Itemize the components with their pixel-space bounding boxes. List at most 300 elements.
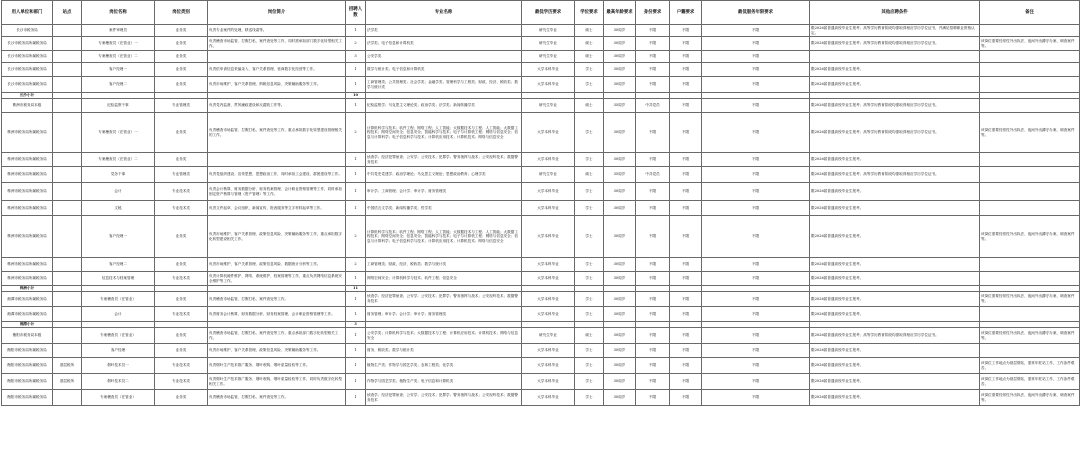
education-cell: 研究生毕业 xyxy=(522,25,575,37)
remarks-cell: 该岗位需要经常性外出执法、夜间外出蹲守办案、调查案件等。 xyxy=(980,37,1080,51)
table-row xyxy=(2,63,1080,77)
site-cell xyxy=(53,51,82,63)
service-years-cell: 不限 xyxy=(702,63,810,77)
position-cell: 会计 xyxy=(82,307,155,322)
degree-cell: 硕士 xyxy=(575,99,604,113)
remarks-cell xyxy=(980,307,1080,322)
household-cell: 不限 xyxy=(670,258,702,272)
household-cell: 不限 xyxy=(670,113,702,153)
major-cell: 法学类；电子信息和计算机类 xyxy=(366,37,522,51)
major-cell: 作物学与园艺学类；植物生产类；电子信息和计算机类 xyxy=(366,374,522,390)
age-cell: 30周岁 xyxy=(604,63,636,77)
degree-cell: 硕士 xyxy=(575,25,604,37)
site-cell xyxy=(53,328,82,344)
remarks-cell: 该岗位需要经常性外出执法、夜间外出蹲守办案、调查案件等。 xyxy=(980,113,1080,153)
major-cell: 侦查学；经济犯罪侦查；公安学；公安技术；犯罪学；警务指挥与战术；公安视听技术；数据警务技术 xyxy=(366,292,522,307)
degree-cell: 学士 xyxy=(575,258,604,272)
degree-cell: 学士 xyxy=(575,390,604,406)
intro-cell: 负责会计核算、财务数据分析、财务档案管理、会计职业资格管理等工作，同时承担固定资产核算与管理（资产管理）等工作。 xyxy=(208,183,346,201)
major-cell: 中国语言文学类；新闻传播学类；哲学类 xyxy=(366,201,522,216)
site-cell xyxy=(53,77,82,93)
identity-cell: 不限 xyxy=(636,113,670,153)
service-years-cell: 不限 xyxy=(702,25,810,37)
category-cell: 业务类 xyxy=(155,37,208,51)
header-cell: 身份要求 xyxy=(636,1,670,25)
identity-cell: 不限 xyxy=(636,292,670,307)
header-cell: 户籍要求 xyxy=(670,1,702,25)
position-cell: 客户经理二 xyxy=(82,258,155,272)
other-conditions-cell: 限2026届普通高校毕业生报考。 xyxy=(810,258,980,272)
intro-cell: 负责稽查市场监管、打假打私、案件查处等工作，同时需承担部门数字化转型相关工作。 xyxy=(208,37,346,51)
dept-cell: 株洲小计 xyxy=(2,286,53,292)
category-cell: 业务类 xyxy=(155,390,208,406)
identity-cell: 不限 xyxy=(636,390,670,406)
position-cell: 专案稽查员（在管业）一 xyxy=(82,113,155,153)
site-cell xyxy=(53,201,82,216)
degree-cell: 硕士 xyxy=(575,167,604,183)
count-cell: 1 xyxy=(346,153,366,167)
table-row xyxy=(2,292,1080,307)
identity-cell: 不限 xyxy=(636,216,670,258)
count-cell: 10 xyxy=(346,93,366,99)
remarks-cell xyxy=(980,344,1080,358)
major-cell: 数学与统计类；电子信息和计算机类 xyxy=(366,63,522,77)
position-cell: 专案稽查员（在管业）二 xyxy=(82,153,155,167)
table-row xyxy=(2,51,1080,63)
category-cell: 业务类 xyxy=(155,51,208,63)
degree-cell: 学士 xyxy=(575,113,604,153)
age-cell: 30周岁 xyxy=(604,272,636,286)
count-cell: 1 xyxy=(346,272,366,286)
age-cell: 30周岁 xyxy=(604,37,636,51)
other-conditions-cell: 限2026届普通高校毕业生报考；高等学历教育阶段均需取得相应学历学位证书。 xyxy=(810,113,980,153)
position-cell: 烟叶技术员一 xyxy=(82,358,155,374)
age-cell: 30周岁 xyxy=(604,201,636,216)
household-cell: 不限 xyxy=(670,51,702,63)
degree-cell: 学士 xyxy=(575,183,604,201)
dept-cell: 衡阳市税务局所属税务局 xyxy=(2,344,53,358)
dept-cell: 长沙小计 xyxy=(2,93,53,99)
education-cell: 大学本科毕业 xyxy=(522,153,575,167)
major-cell: 植物生产类；作物学与园艺学类；农林工程类；化学类 xyxy=(366,358,522,374)
intro-cell: 负责专业案件的处理，移送线索等。 xyxy=(208,25,346,37)
site-cell xyxy=(53,113,82,153)
other-conditions-cell: 限2026届普通高校毕业生报考；高等学历教育阶段均需取得相应学历学位证书。 xyxy=(810,37,980,51)
count-cell: 2 xyxy=(346,113,366,153)
identity-cell: 不限 xyxy=(636,25,670,37)
intro-cell: 负责计算机硬件维护、网络、系统维护、档案管理等工作，重点负责网络信息系统安全维护等工作。 xyxy=(208,272,346,286)
site-cell xyxy=(53,307,82,322)
table-row xyxy=(2,201,1080,216)
recruitment-table xyxy=(1,0,1080,406)
count-cell: 1 xyxy=(346,344,366,358)
degree-cell: 学士 xyxy=(575,344,604,358)
header-cell: 专业名称 xyxy=(366,1,522,25)
age-cell: 35周岁 xyxy=(604,167,636,183)
service-years-cell: 不限 xyxy=(702,99,810,113)
count-cell: 1 xyxy=(346,201,366,216)
age-cell: 30周岁 xyxy=(604,51,636,63)
count-cell: 1 xyxy=(346,25,366,37)
position-cell: 纪检监察干事 xyxy=(82,99,155,113)
intro-cell: 负责市场维护、客户关系管理、纳税信息风险、决策辅助服务等工作。 xyxy=(208,77,346,93)
other-conditions-cell: 限2026届普通高校毕业生报考。 xyxy=(810,272,980,286)
remarks-cell xyxy=(980,77,1080,93)
major-cell: 财务管理；审计学；会计学；审计学；财务管理类 xyxy=(366,307,522,322)
dept-cell: 长沙市税务局 xyxy=(2,25,53,37)
service-years-cell: 不限 xyxy=(702,77,810,93)
age-cell: 30周岁 xyxy=(604,374,636,390)
other-conditions-cell: 限2026届普通高校毕业生报考。 xyxy=(810,292,980,307)
major-cell: 工商管理类；财政、经济、税收类；数学与统计类 xyxy=(366,258,522,272)
site-cell xyxy=(53,272,82,286)
intro-cell: 负责稽查市场监管、打假打私、案件查处等工作。 xyxy=(208,390,346,406)
major-cell: 网络空间安全；计算机科学与技术；软件工程；信息安全 xyxy=(366,272,522,286)
education-cell: 大学本科毕业 xyxy=(522,113,575,153)
dept-cell: 衡阳市税务局所属税务局 xyxy=(2,374,53,390)
position-cell: 案件审理员 xyxy=(82,25,155,37)
category-cell: 业务类 xyxy=(155,328,208,344)
service-years-cell: 不限 xyxy=(702,113,810,153)
position-cell: 烟叶技术员二 xyxy=(82,374,155,390)
header-cell: 学位要求 xyxy=(575,1,604,25)
household-cell: 不限 xyxy=(670,37,702,51)
other-conditions-cell: 限2026届普通高校毕业生报考。 xyxy=(810,63,980,77)
education-cell: 大学本科毕业 xyxy=(522,63,575,77)
major-cell: 法学类 xyxy=(366,25,522,37)
dept-cell: 株洲市税务局所属税务局 xyxy=(2,183,53,201)
table-row xyxy=(2,258,1080,272)
other-conditions-cell: 限2026届普通高校毕业生报考。 xyxy=(810,358,980,374)
dept-cell: 株洲市税务局所属税务局 xyxy=(2,201,53,216)
service-years-cell: 不限 xyxy=(702,216,810,258)
count-cell: 1 xyxy=(346,374,366,390)
count-cell: 1 xyxy=(346,99,366,113)
identity-cell: 不限 xyxy=(636,183,670,201)
other-conditions-cell: 限2026届普通高校毕业生报考。 xyxy=(810,201,980,216)
intro-cell xyxy=(208,51,346,63)
age-cell: 30周岁 xyxy=(604,77,636,93)
count-cell: 1 xyxy=(346,358,366,374)
position-cell: 党务干事 xyxy=(82,167,155,183)
education-cell: 大学本科毕业 xyxy=(522,258,575,272)
dept-cell: 株洲市税务局本级 xyxy=(2,99,53,113)
education-cell: 大学本科毕业 xyxy=(522,292,575,307)
position-cell: 专案稽查员（在管业）二 xyxy=(82,51,155,63)
intro-cell: 负责烟叶生产技术推广服务、烟叶收购、烟叶质量检验等工作，同时负责数字化转型相关工作。 xyxy=(208,374,346,390)
household-cell: 不限 xyxy=(670,328,702,344)
table-row xyxy=(2,113,1080,153)
remarks-cell xyxy=(980,51,1080,63)
dept-cell: 株洲市税务局所属税务局 xyxy=(2,258,53,272)
major-cell: 审计学；工商管理；会计学；审计学；财务管理类 xyxy=(366,183,522,201)
count-cell: 3 xyxy=(346,322,366,328)
remarks-cell xyxy=(980,25,1080,37)
remarks-cell xyxy=(980,201,1080,216)
household-cell: 不限 xyxy=(670,344,702,358)
degree-cell: 硕士 xyxy=(575,328,604,344)
age-cell: 30周岁 xyxy=(604,258,636,272)
position-cell: 专案稽查员（在管业） xyxy=(82,328,155,344)
degree-cell: 学士 xyxy=(575,63,604,77)
service-years-cell: 不限 xyxy=(702,167,810,183)
header-cell: 最低服务年限要求 xyxy=(702,1,810,25)
intro-cell: 负责党内监督、贯风廉政建设和反腐败工作等。 xyxy=(208,99,346,113)
education-cell: 大学本科毕业 xyxy=(522,374,575,390)
table-row xyxy=(2,167,1080,183)
education-cell: 大学本科毕业 xyxy=(522,216,575,258)
age-cell: 30周岁 xyxy=(604,25,636,37)
service-years-cell: 不限 xyxy=(702,328,810,344)
major-cell: 计算机科学与技术；软件工程；网络工程；人工智能；大数据技术与工程；人工智能；大数据工程技术；网络空间安全；信息安全；智能科学与技术；电子与计算机工程；网络与信息安全；信息与计算科学；电子信息科学与技术；计算机应用技术；计算机技术；网络与信息安全 xyxy=(366,113,522,153)
category-cell: 业务类 xyxy=(155,77,208,93)
dept-cell: 长沙市税务局所属税务局 xyxy=(2,37,53,51)
other-conditions-cell: 限2026届普通高校毕业生报考。 xyxy=(810,183,980,201)
service-years-cell: 不限 xyxy=(702,183,810,201)
education-cell: 研究生毕业 xyxy=(522,51,575,63)
count-cell: 1 xyxy=(346,307,366,322)
dept-cell: 湘潭市税务局所属税务局 xyxy=(2,292,53,307)
service-years-cell: 不限 xyxy=(702,344,810,358)
header-cell: 备注 xyxy=(980,1,1080,25)
category-cell: 业务类 xyxy=(155,258,208,272)
remarks-cell: 该岗位工作地点为基层烟站，需常年驻站工作，工作条件艰苦。 xyxy=(980,374,1080,390)
position-cell: 会计 xyxy=(82,183,155,201)
category-cell: 专业技术类 xyxy=(155,358,208,374)
site-cell xyxy=(53,344,82,358)
category-cell: 业务类 xyxy=(155,153,208,167)
education-cell: 研究生毕业 xyxy=(522,99,575,113)
table-row xyxy=(2,358,1080,374)
major-cell: 侦查学；经济犯罪侦查；公安学；公安技术；犯罪学；警务指挥与战术；公安视听技术；数据警务技术 xyxy=(366,153,522,167)
degree-cell: 学士 xyxy=(575,307,604,322)
age-cell: 30周岁 xyxy=(604,307,636,322)
count-cell: 2 xyxy=(346,37,366,51)
header-cell: 最低学历要求 xyxy=(522,1,575,25)
age-cell: 30周岁 xyxy=(604,292,636,307)
site-cell xyxy=(53,63,82,77)
other-conditions-cell: 限2026届普通高校毕业生报考。 xyxy=(810,344,980,358)
position-cell: 信息技术与档案管理 xyxy=(82,272,155,286)
other-conditions-cell xyxy=(810,51,980,63)
dept-cell: 长沙市税务局所属税务局 xyxy=(2,63,53,77)
age-cell: 30周岁 xyxy=(604,216,636,258)
table-row xyxy=(2,37,1080,51)
identity-cell: 不限 xyxy=(636,77,670,93)
table-row xyxy=(2,374,1080,390)
service-years-cell: 不限 xyxy=(702,201,810,216)
header-cell: 其他应聘条件 xyxy=(810,1,980,25)
identity-cell: 不限 xyxy=(636,63,670,77)
household-cell: 不限 xyxy=(670,77,702,93)
education-cell: 大学本科毕业 xyxy=(522,307,575,322)
header-cell: 岗位简介 xyxy=(208,1,346,25)
age-cell: 30周岁 xyxy=(604,113,636,153)
table-row xyxy=(2,328,1080,344)
count-cell: 1 xyxy=(346,63,366,77)
remarks-cell: 该岗位需要经常性外出执法、夜间外出蹲守办案、调查案件等。 xyxy=(980,390,1080,406)
table-row xyxy=(2,183,1080,201)
identity-cell: 不限 xyxy=(636,258,670,272)
identity-cell: 不限 xyxy=(636,307,670,322)
count-cell: 2 xyxy=(346,258,366,272)
household-cell: 不限 xyxy=(670,358,702,374)
site-cell xyxy=(53,390,82,406)
header-cell: 最高年龄要求 xyxy=(604,1,636,25)
service-years-cell: 不限 xyxy=(702,51,810,63)
education-cell: 大学本科毕业 xyxy=(522,183,575,201)
count-cell: 1 xyxy=(346,77,366,93)
category-cell: 专业技术类 xyxy=(155,374,208,390)
intro-cell: 负责依申请信息采编录入、客户关系管理、营商数字化经营等工作。 xyxy=(208,63,346,77)
household-cell: 不限 xyxy=(670,272,702,286)
table-row xyxy=(2,307,1080,322)
dept-cell: 株洲市税务局所属税务局 xyxy=(2,272,53,286)
site-cell xyxy=(53,37,82,51)
household-cell: 不限 xyxy=(670,153,702,167)
position-cell: 专案稽查员（在管业）一 xyxy=(82,37,155,51)
major-cell: 纪检监察学；马克思主义理论类；政治学类；法学类；新闻传播学类 xyxy=(366,99,522,113)
major-cell: 中共党史党建学；政治学理论；马克思主义理论；思想政治教育；心理学类 xyxy=(366,167,522,183)
intro-cell: 负责党组织建设、宣传思想、思想政治工作，同时承担工会建设、群团建设等工作。 xyxy=(208,167,346,183)
site-cell xyxy=(53,25,82,37)
identity-cell: 不限 xyxy=(636,201,670,216)
degree-cell: 学士 xyxy=(575,358,604,374)
service-years-cell: 不限 xyxy=(702,374,810,390)
education-cell: 研究生毕业 xyxy=(522,167,575,183)
dept-cell: 株洲市税务局所属税务局 xyxy=(2,216,53,258)
count-cell: 3 xyxy=(346,51,366,63)
major-cell: 计算机科学与技术；软件工程；网络工程；人工智能；大数据技术与工程；人工智能；大数据工程技术；网络空间安全；信息安全；智能科学与技术；电子与计算机工程；网络与信息安全；信息与计算科学；电子信息科学与技术；计算机应用技术；计算机技术；网络与信息安全 xyxy=(366,216,522,258)
degree-cell: 学士 xyxy=(575,374,604,390)
age-cell: 30周岁 xyxy=(604,358,636,374)
household-cell: 不限 xyxy=(670,307,702,322)
position-cell: 客户经理二 xyxy=(82,77,155,93)
intro-cell: 负责市场维护、客户关系管理、政策信息风险、决策辅助服务等工作，重点承担数字化转型建设相关工作。 xyxy=(208,216,346,258)
site-cell xyxy=(53,258,82,272)
header-cell: 用人单位和部门 xyxy=(2,1,53,25)
site-cell xyxy=(53,153,82,167)
other-conditions-cell: 限2026届普通高校毕业生报考；高等学历教育阶段均需取得相应学历学位证书，并满足招聘职业资格认定。 xyxy=(810,25,980,37)
other-conditions-cell: 限2026届普通高校毕业生报考。 xyxy=(810,77,980,93)
category-cell: 专业管理类 xyxy=(155,99,208,113)
remarks-cell xyxy=(980,258,1080,272)
education-cell: 大学本科毕业 xyxy=(522,344,575,358)
remarks-cell xyxy=(980,153,1080,167)
intro-cell: 负责稽查市场监管、打假打私、案件查处等工作，重点承担部门数字化转型相关工作。 xyxy=(208,328,346,344)
service-years-cell: 不限 xyxy=(702,292,810,307)
count-cell: 2 xyxy=(346,216,366,258)
identity-cell: 不限 xyxy=(636,374,670,390)
table-row xyxy=(2,344,1080,358)
other-conditions-cell: 限2026届普通高校毕业生报考；高等学历教育阶段均需取得相应学历学位证书。 xyxy=(810,328,980,344)
other-conditions-cell: 限2026届普通高校毕业生报考。 xyxy=(810,307,980,322)
education-cell: 大学本科毕业 xyxy=(522,77,575,93)
identity-cell: 不限 xyxy=(636,51,670,63)
intro-cell: 负责市场维护、客户关系管理、政策信息风险、数据统计分析等工作。 xyxy=(208,258,346,272)
table-row xyxy=(2,390,1080,406)
remarks-cell xyxy=(980,63,1080,77)
position-cell: 专案稽查员（在管业） xyxy=(82,390,155,406)
household-cell: 不限 xyxy=(670,216,702,258)
major-cell: 财务、税收类；数学与统计类 xyxy=(366,344,522,358)
other-conditions-cell: 限2026届普通高校毕业生报考；高等学历教育阶段均需取得相应学历学位证书。 xyxy=(810,99,980,113)
household-cell: 不限 xyxy=(670,292,702,307)
degree-cell: 学士 xyxy=(575,153,604,167)
identity-cell: 不限 xyxy=(636,37,670,51)
service-years-cell: 不限 xyxy=(702,272,810,286)
category-cell: 专业管理类 xyxy=(155,167,208,183)
dept-cell: 衡阳市税务局所属税务局 xyxy=(2,358,53,374)
category-cell: 业务类 xyxy=(155,344,208,358)
site-cell xyxy=(53,183,82,201)
household-cell: 不限 xyxy=(670,25,702,37)
dept-cell: 衡阳市税务局本级 xyxy=(2,328,53,344)
dept-cell: 株洲市税务局所属税务局 xyxy=(2,153,53,167)
other-conditions-cell: 限2026届普通高校毕业生报考。 xyxy=(810,374,980,390)
other-conditions-cell: 限2026届普通高校毕业生报考。 xyxy=(810,216,980,258)
table-row xyxy=(2,216,1080,258)
education-cell: 大学本科毕业 xyxy=(522,272,575,286)
education-cell: 大学本科毕业 xyxy=(522,358,575,374)
identity-cell: 不限 xyxy=(636,153,670,167)
household-cell: 不限 xyxy=(670,374,702,390)
age-cell: 35周岁 xyxy=(604,99,636,113)
site-cell xyxy=(53,292,82,307)
table-row xyxy=(2,77,1080,93)
table-body xyxy=(2,25,1080,406)
education-cell: 大学本科毕业 xyxy=(522,201,575,216)
intro-cell: 负责稽查市场监管、打假打私、案件查处等工作，重点承担数字化转型建设管理相关的工作。 xyxy=(208,113,346,153)
dept-cell: 株洲市税务局所属税务局 xyxy=(2,113,53,153)
category-cell: 业务类 xyxy=(155,113,208,153)
position-cell: 客户经理 xyxy=(82,344,155,358)
identity-cell: 不限 xyxy=(636,358,670,374)
remarks-cell xyxy=(980,167,1080,183)
major-cell: 公安学类；计算机科学与技术；大数据技术与工程；计算机应用技术；计算机技术；网络与信息安全 xyxy=(366,328,522,344)
intro-cell: 负责市场维护、客户关系管理、政策信息风险、决策辅助服务等工作。 xyxy=(208,344,346,358)
intro-cell: 负责文件起草、会议组织、新闻宣传、报表服务等文字材料起草等工作。 xyxy=(208,201,346,216)
household-cell: 不限 xyxy=(670,183,702,201)
count-cell: 1 xyxy=(346,292,366,307)
site-cell: 基层税所 xyxy=(53,358,82,374)
count-cell: 11 xyxy=(346,286,366,292)
identity-cell: 不限 xyxy=(636,272,670,286)
remarks-cell: 该岗位需要经常性外出执法、夜间外出蹲守办案、调查案件等。 xyxy=(980,328,1080,344)
category-cell: 专业技术类 xyxy=(155,183,208,201)
education-cell: 研究生毕业 xyxy=(522,328,575,344)
dept-cell: 湘潭小计 xyxy=(2,322,53,328)
major-cell: 公安学类 xyxy=(366,51,522,63)
remarks-cell xyxy=(980,183,1080,201)
site-cell: 基层税所 xyxy=(53,374,82,390)
degree-cell: 学士 xyxy=(575,292,604,307)
age-cell: 30周岁 xyxy=(604,328,636,344)
header-cell: 岗位名称 xyxy=(82,1,155,25)
position-cell: 客户经理一 xyxy=(82,63,155,77)
service-years-cell: 不限 xyxy=(702,37,810,51)
category-cell: 专业技术类 xyxy=(155,201,208,216)
header-cell: 招聘人数 xyxy=(346,1,366,25)
table-row xyxy=(2,99,1080,113)
category-cell: 业务类 xyxy=(155,216,208,258)
education-cell: 研究生毕业 xyxy=(522,37,575,51)
category-cell: 业务类 xyxy=(155,25,208,37)
household-cell: 不限 xyxy=(670,201,702,216)
header-row xyxy=(2,1,1080,25)
site-cell xyxy=(53,99,82,113)
dept-cell: 长沙市税务局所属税务局 xyxy=(2,77,53,93)
